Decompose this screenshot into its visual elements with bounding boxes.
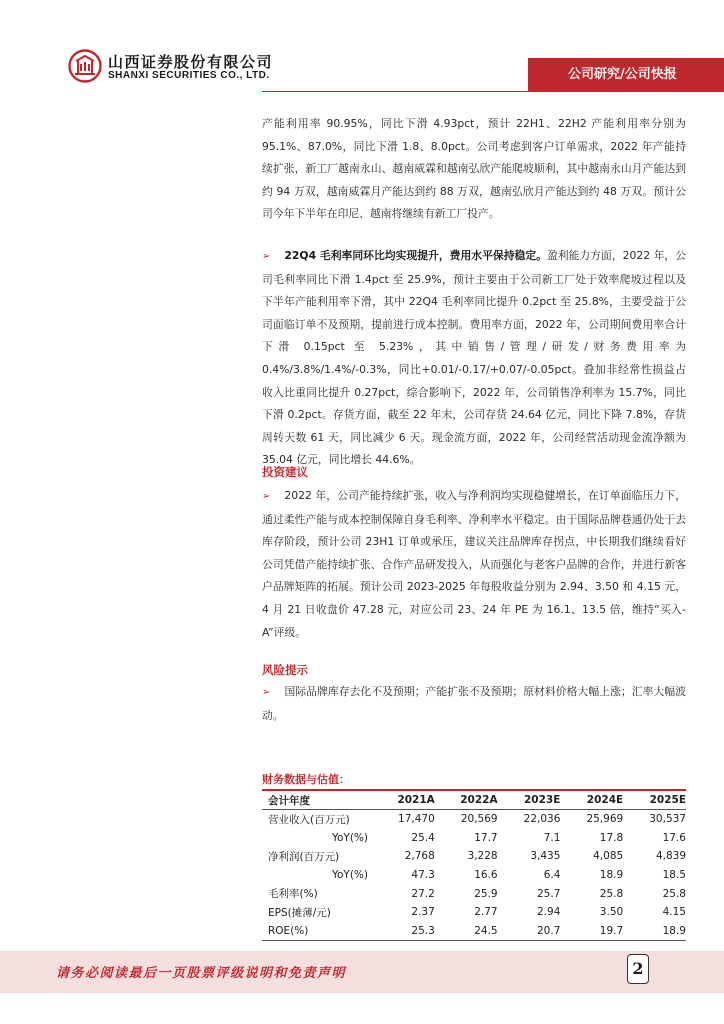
table-row	[262, 903, 686, 922]
financial-table	[262, 791, 686, 941]
paragraph-margin	[262, 245, 686, 472]
table-row	[262, 922, 686, 941]
table-cell: 27.2	[411, 887, 435, 900]
table-cell: 17.8	[599, 831, 624, 844]
table-cell: 18.9	[623, 922, 686, 941]
table-cell: 2.77	[474, 906, 498, 919]
page-header	[0, 0, 724, 95]
table-row	[262, 884, 686, 903]
company-name-cn: 山西证券股份有限公司	[108, 53, 274, 71]
page-number: 2	[627, 954, 649, 984]
table-cell: 2,768	[404, 850, 435, 863]
table-header-cell: 2021A	[372, 791, 435, 810]
table-cell: YoY(%)	[331, 869, 368, 882]
table-cell: ROE(%)	[262, 922, 372, 941]
table-cell: 22,036	[523, 813, 561, 826]
table-cell: 2.94	[537, 906, 561, 919]
table-cell: 营业收入(百万元)	[268, 813, 350, 826]
paragraph-risk-body: 国际品牌库存去化不及预期；产能扩张不及预期；原材料价格大幅上涨；汇率大幅波动。	[262, 685, 686, 722]
section-title-investment: 投资建议	[262, 465, 308, 479]
table-cell: 25.8	[599, 887, 624, 900]
table-cell: 18.9	[599, 869, 624, 882]
table-header-cell: 会计年度	[262, 791, 372, 810]
table-cell: 3.50	[599, 906, 624, 919]
table-cell: 25.4	[411, 831, 435, 844]
paragraph-investment-body: 2022 年，公司产能持续扩张，收入与净利润均实现稳健增长，在订单面临压力下，通过柔性产能与成本控制保障自身毛利率、净利率水平稳定。由于国际品牌巷通仍处于去库存阶段，预计公司 23H1 订单或承压，建议关注品牌库存拐点，中长期我们继续看好公司凭借产能持续扩张、合作产品研发投入，从而强化与老客户品牌的合作，并进行新客户品牌矩阵的拓展。预计公司 2023-2025 年每股收益分别为 2.94、3.50 和 4.15 元，4 月 21 日收盘价 47.28 元，对应公司 23、24 年 PE 为 16.1、13.5 倍，维持“买入-A”评级。	[262, 489, 686, 639]
table-cell: 2.37	[411, 906, 435, 919]
table-cell: 25.7	[537, 887, 561, 900]
paragraph-risk	[262, 681, 686, 727]
table-cell: 4,839	[655, 850, 686, 863]
table-cell: 20,569	[460, 813, 498, 826]
paragraph-investment	[262, 485, 686, 644]
bullet-arrow-icon: ➢	[262, 491, 271, 502]
table-cell: 17.7	[474, 831, 498, 844]
table-cell: 18.5	[662, 869, 686, 882]
bullet-arrow-icon: ➢	[262, 687, 271, 698]
table-cell: 毛利率(%)	[268, 888, 318, 901]
table-cell: 25.3	[372, 922, 435, 941]
table-cell: 30,537	[649, 813, 686, 826]
table-row	[262, 828, 686, 847]
table-cell: 7.1	[543, 831, 561, 844]
table-header-cell: 2025E	[623, 791, 686, 810]
table-header-cell: 2022A	[435, 791, 498, 810]
table-title: 财务数据与估值：	[262, 773, 350, 786]
table-header-cell: 2024E	[560, 791, 623, 810]
table-cell: 24.5	[435, 922, 498, 941]
table-cell: 16.6	[474, 869, 498, 882]
table-header-row	[262, 791, 686, 810]
table-cell: YoY(%)	[331, 831, 368, 844]
table-cell: 19.7	[560, 922, 623, 941]
table-cell: EPS(摊薄/元)	[268, 906, 331, 919]
company-logo-icon	[68, 49, 102, 83]
table-cell: 25.9	[474, 887, 498, 900]
paragraph-margin-heading: 22Q4 毛利率同环比均实现提升，费用水平保持稳定。	[284, 249, 547, 262]
footer-disclaimer: 请务必阅读最后一页股票评级说明和免责声明	[56, 966, 347, 981]
report-type-tag: 公司研究/公司快报	[528, 58, 724, 92]
table-cell: 4.15	[662, 906, 686, 919]
table-cell: 17,470	[398, 813, 435, 826]
bullet-arrow-icon: ➢	[262, 251, 271, 262]
table-cell: 25,969	[586, 813, 624, 826]
table-row	[262, 866, 686, 885]
table-cell: 4,085	[593, 850, 624, 863]
section-title-risk: 风险提示	[262, 663, 308, 677]
table-cell: 3,435	[530, 850, 561, 863]
company-name-en: SHANXI SECURITIES CO., LTD.	[108, 70, 270, 81]
table-cell: 17.6	[662, 831, 686, 844]
header-divider	[262, 91, 528, 92]
table-cell: 47.3	[411, 869, 435, 882]
table-cell: 3,228	[467, 850, 498, 863]
paragraph-margin-body: 盈利能力方面，2022 年，公司毛利率同比下滑 1.4pct 至 25.9%，预计主要由于公司新工厂处于效率爬坡过程以及下半年产能利用率下滑，其中 22Q4 毛利率同比提升 0.2pct 至 25.8%，主要受益于公司面临订单不及预期，提前进行成本控制。费用率方面，2022 年，公司期间费用率合计下滑 0.15pct 至 5.23%，其中销售/管理/研发/财务费用率为 0.4%/3.8%/1.4%/-0.3%，同比+0.01/-0.17/+0.07/-0.05pct。叠加非经常性损益占收入比重同比提升 0.27pct，综合影响下，2022 年，公司销售净利率为 15.7%，同比下滑 0.2pct。存货方面，截至 22 年末，公司存货 24.64 亿元，同比下降 7.8%，存货周转天数 61 天，同比减少 6 天。现金流方面，2022 年，公司经营活动现金流净额为 35.04 亿元，同比增长 44.6%。	[262, 249, 686, 467]
table-row	[262, 810, 686, 829]
table-row	[262, 847, 686, 866]
paragraph-capacity: 产能利用率 90.95%，同比下滑 4.93pct，预计 22H1、22H2 产能利用率分别为 95.1%、87.0%，同比下滑 1.8、8.0pct。公司考虑到客户订单需求，2022 年产能持续扩张，新工厂越南永山、越南威霖和越南弘欣产能爬坡顺利，其中越南永山月产能达到约 94 万双，越南威霖月产能达到约 88 万双，越南弘欣月产能达到约 48 万双。预计公司今年下半年在印尼、越南将继续有新工厂投产。	[262, 117, 686, 221]
table-cell: 净利润(百万元)	[268, 850, 340, 863]
table-cell: 20.7	[498, 922, 561, 941]
table-cell: 25.8	[662, 887, 686, 900]
table-header-cell: 2023E	[498, 791, 561, 810]
table-cell: 6.4	[543, 869, 561, 882]
